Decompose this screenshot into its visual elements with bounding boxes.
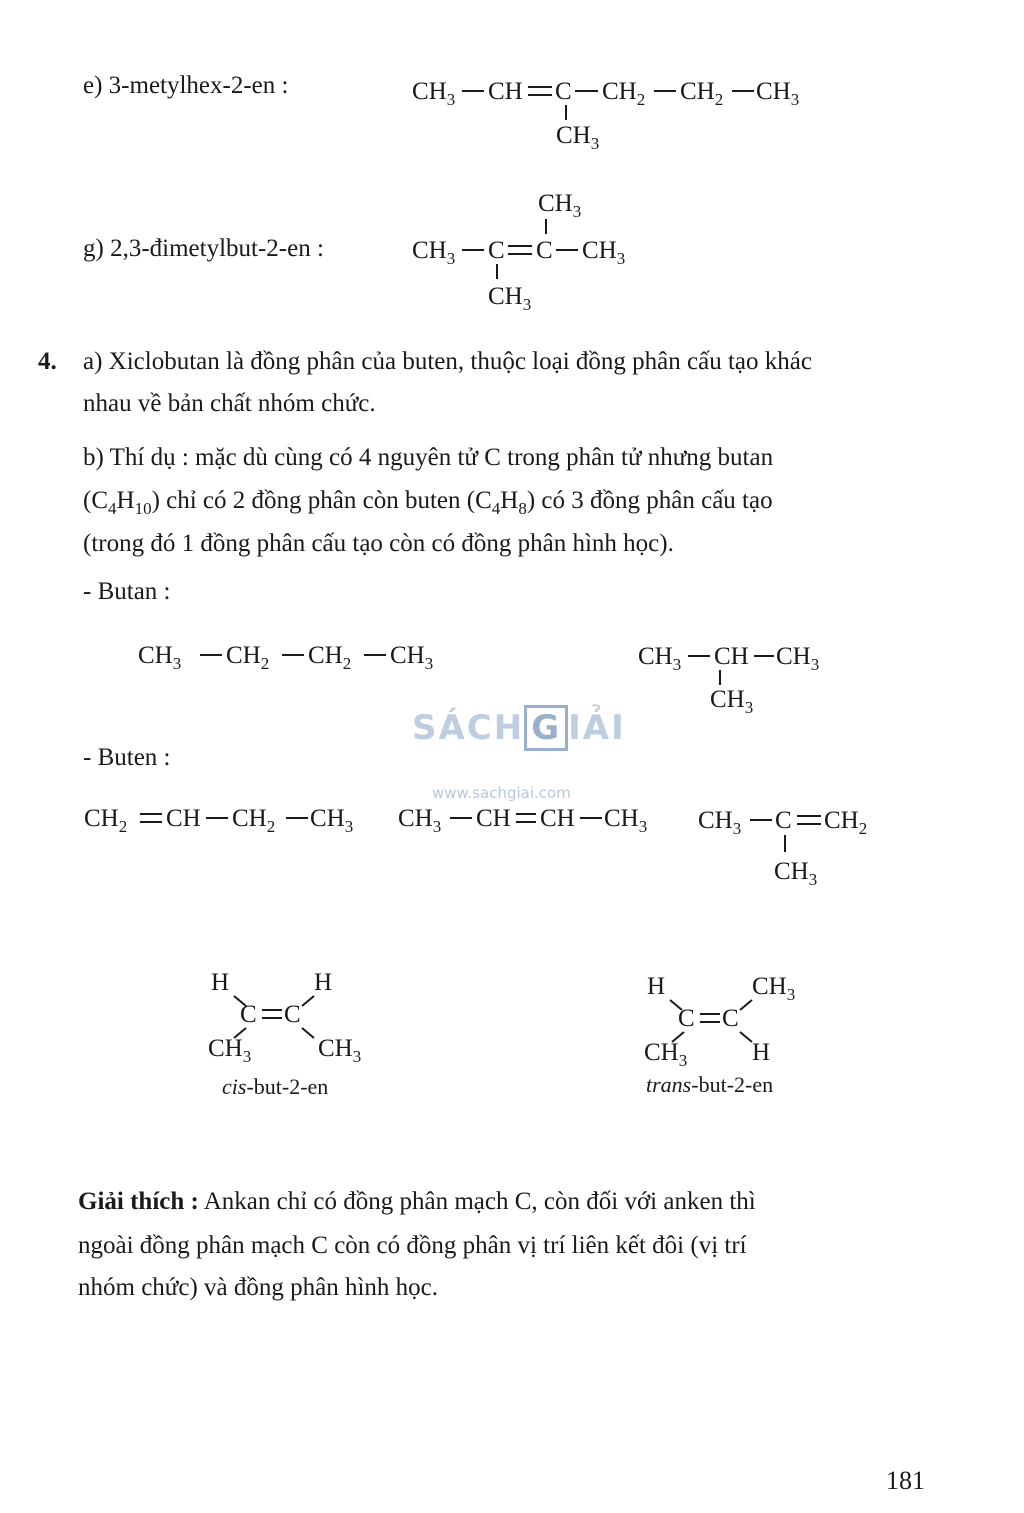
- formula-2-3-dimetylbut-2-en: [412, 190, 625, 314]
- svg-text:CH: CH: [714, 643, 749, 670]
- svg-text:CH3: $CH_3$: [138, 642, 182, 673]
- svg-text:CH3: $CH_3$: [318, 1035, 362, 1066]
- svg-text:CH2: $CH_2$: [232, 805, 276, 836]
- svg-text:CH3: $CH_3$: [582, 237, 626, 268]
- svg-text:CH3: $CH_3$: [412, 78, 456, 109]
- svg-text:C: C: [488, 237, 505, 264]
- svg-text:CH3: $CH_3$: [776, 643, 820, 674]
- svg-text:C: C: [555, 78, 572, 105]
- svg-text:C: C: [678, 1005, 695, 1032]
- watermark-brand-left: SÁCH: [412, 708, 525, 748]
- svg-text:C: C: [536, 237, 553, 264]
- watermark-logo: [412, 708, 626, 748]
- formula-isobuten: [698, 807, 867, 889]
- svg-text:CH3: $CH_3$: [310, 805, 354, 836]
- svg-text:CH2: $CH_2$: [680, 78, 724, 109]
- svg-text:H: H: [752, 1039, 771, 1066]
- svg-text:CH3: $CH_3$: [710, 686, 754, 717]
- explanation-line1: Giải thích : Ankan chỉ có đồng phân mạch C, còn đối với anken thì: [78, 1188, 756, 1215]
- question-number: 4.: [38, 348, 57, 375]
- q4-b-line3: (trong đó 1 đồng phân cấu tạo còn có đồng phân hình học).: [83, 530, 674, 557]
- svg-text:CH: CH: [476, 805, 511, 832]
- svg-text:CH3: $CH_3$: [638, 643, 682, 674]
- svg-text:CH2: $CH_2$: [226, 642, 270, 673]
- svg-text:CH3: $CH_3$: [538, 190, 582, 221]
- formula-cis-but-2-en: [208, 969, 361, 1066]
- svg-text:CH3: $CH_3$: [398, 805, 442, 836]
- formula-but-1-en: [84, 805, 353, 836]
- explanation-line3: nhóm chức) và đồng phân hình học.: [78, 1274, 438, 1301]
- explanation-line2: ngoài đồng phân mạch C còn có đồng phân vị trí liên kết đôi (vị trí: [78, 1232, 747, 1259]
- svg-text:CH3: $CH_3$: [556, 122, 600, 153]
- item-g-label: g) 2,3-đimetylbut-2-en :: [83, 235, 324, 262]
- watermark-brand-mid: G: [524, 705, 568, 751]
- formula-3-metylhex-2-en: [412, 78, 799, 153]
- svg-text:CH: CH: [488, 78, 523, 105]
- svg-text:CH3: $CH_3$: [208, 1035, 252, 1066]
- formula-isobutan: [638, 643, 819, 717]
- svg-text:CH3: $CH_3$: [774, 858, 818, 889]
- q4-b-line1: b) Thí dụ : mặc dù cùng có 4 nguyên tử C trong phân tử nhưng butan: [83, 444, 774, 471]
- svg-text:CH3: $CH_3$: [604, 805, 648, 836]
- svg-text:CH3: $CH_3$: [644, 1039, 688, 1070]
- svg-text:CH2: $CH_2$: [308, 642, 352, 673]
- q4-b-line2: $(C_4H_{10})$ chỉ có 2 đồng phân còn buten $(C_4H_8)$ có 3 đồng phân cấu tạo: [83, 487, 773, 518]
- formula-but-2-en: [398, 805, 647, 836]
- svg-text:C: C: [240, 1001, 257, 1028]
- svg-text:CH2: $CH_2$: [602, 78, 646, 109]
- svg-text:CH3: $CH_3$: [412, 237, 456, 268]
- butan-label: - Butan :: [83, 578, 171, 605]
- cis-caption: cis-but-2-en: [222, 1074, 329, 1099]
- svg-text:CH: CH: [166, 805, 201, 832]
- explanation-heading: Giải thích :: [78, 1188, 199, 1215]
- svg-text:H: H: [314, 969, 333, 996]
- watermark-url: www.sachgiai.com: [432, 784, 571, 802]
- q4-a-line2: nhau về bản chất nhóm chức.: [83, 390, 376, 417]
- formula-n-butan: [138, 642, 433, 673]
- svg-text:CH3: $CH_3$: [488, 283, 532, 314]
- svg-text:C: C: [775, 807, 792, 834]
- svg-text:C: C: [722, 1005, 739, 1032]
- buten-label: - Buten :: [83, 744, 171, 771]
- svg-text:C: C: [284, 1001, 301, 1028]
- svg-text:CH3: $CH_3$: [698, 807, 742, 838]
- formula-trans-but-2-en: [644, 973, 795, 1070]
- page-number: 181: [886, 1466, 925, 1495]
- svg-text:H: H: [211, 969, 230, 996]
- svg-text:H: H: [647, 973, 666, 1000]
- svg-text:CH2: $CH_2$: [824, 807, 868, 838]
- item-e-label: e) 3-metylhex-2-en :: [83, 72, 289, 99]
- svg-text:CH3: $CH_3$: [390, 642, 434, 673]
- trans-caption: trans-but-2-en: [646, 1072, 774, 1097]
- svg-text:CH3: $CH_3$: [756, 78, 800, 109]
- watermark-brand-right: IẢI: [568, 708, 626, 748]
- svg-text:CH3: $CH_3$: [752, 973, 796, 1004]
- q4-a-line1: a) Xiclobutan là đồng phân của buten, thuộc loại đồng phân cấu tạo khác: [83, 348, 812, 375]
- svg-text:CH2: $CH_2$: [84, 805, 128, 836]
- svg-text:CH: CH: [540, 805, 575, 832]
